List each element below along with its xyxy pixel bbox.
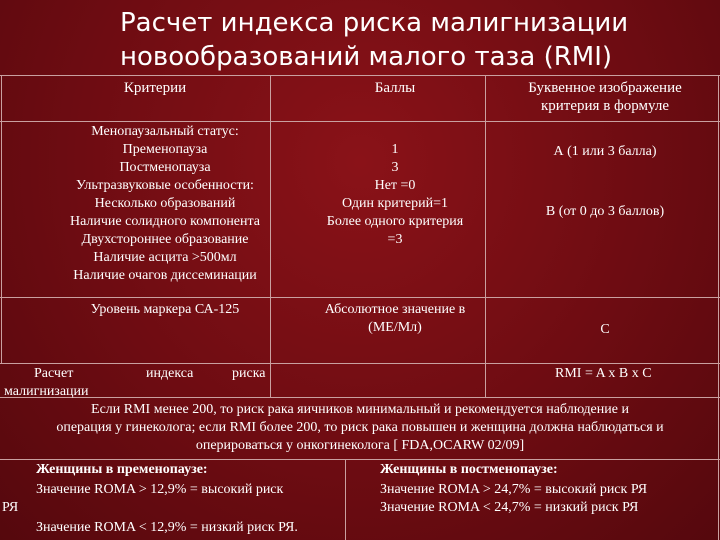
rmi-advice-line-1: Если RMI менее 200, то риск рака яичников минимальный и рекомендуется наблюдение и [91, 402, 629, 417]
roma-premenopause-high: Значение ROMA > 12,9% = высокий риск [36, 482, 284, 497]
rmi-calc-word-3: риска [232, 366, 266, 381]
points-list [270, 141, 520, 249]
roma-postmenopause-heading: Женщины в постменопаузе: [380, 462, 558, 477]
rmi-formula: RMI = A x B x C [555, 366, 652, 381]
rmi-calc-word-2: индекса [146, 366, 194, 381]
points-more-criteria: Более одного критерия [326, 214, 464, 229]
criteria-menopause-heading: Менопаузальный статус: [91, 124, 239, 139]
ca125-points [270, 301, 520, 337]
header-criteria: Критерии [123, 80, 187, 96]
roma-postmenopause-high: Значение ROMA > 24,7% = высокий риск РЯ [380, 482, 648, 497]
criteria-dissemination: Наличие очагов диссеминации [73, 268, 257, 283]
points-premenopause: 1 [391, 142, 399, 157]
points-more-criteria-value: =3 [387, 232, 403, 247]
header-divider [0, 121, 720, 122]
letter-a: А (1 или 3 балла) [553, 144, 657, 159]
letter-b: В (от 0 до 3 баллов) [545, 204, 665, 219]
rmi-calc-word-4: малигнизации [4, 384, 89, 399]
ca125-points-line-1: Абсолютное значение в [324, 302, 466, 317]
ca125-criterion: Уровень маркера СА-125 [90, 302, 240, 317]
ca125-row-divider [0, 363, 720, 364]
title-line-2: новообразований малого таза (RMI) [120, 42, 613, 72]
ca125-points-line-2: (МЕ/Мл) [368, 320, 422, 335]
criteria-solid-component: Наличие солидного компонента [69, 214, 261, 229]
points-postmenopause: 3 [391, 160, 399, 175]
rmi-calc-word-1: Расчет [34, 366, 74, 381]
roma-premenopause-high-suffix: РЯ [2, 500, 19, 515]
criteria-premenopause: Пременопауза [122, 142, 208, 157]
header-letter-line-2: критерия в формуле [540, 98, 669, 114]
slide-title [120, 6, 710, 74]
criteria-ascites: Наличие асцита >500мл [93, 250, 237, 265]
criteria-ultrasound-heading: Ультразвуковые особенности: [76, 178, 254, 193]
points-none: Нет =0 [374, 178, 416, 193]
title-line-1: Расчет индекса риска малигнизации [120, 8, 629, 38]
ultrasound-row-divider [0, 297, 720, 298]
roma-postmenopause-low: Значение ROMA < 24,7% = низкий риск РЯ [380, 500, 639, 515]
table-border-top [0, 75, 720, 76]
rmi-table [0, 75, 720, 540]
ca125-letter: С [600, 322, 610, 337]
rmi-advice [0, 401, 720, 455]
roma-premenopause-low: Значение ROMA < 12,9% = низкий риск РЯ. [36, 520, 298, 535]
roma-column-divider [345, 459, 346, 540]
criteria-multiple-lesions: Несколько образований [94, 196, 236, 211]
criteria-postmenopause: Постменопауза [119, 160, 211, 175]
rmi-advice-line-3: оперироваться у онкогинеколога [ FDA,OCARW 02/09] [195, 438, 525, 453]
roma-premenopause-heading: Женщины в пременопаузе: [36, 462, 208, 477]
rmi-row-divider [0, 397, 720, 398]
advice-row-divider [0, 459, 720, 460]
rmi-advice-line-2: операция у гинеколога; если RMI более 200, то риск рака повышен и женщина должна наблюдаться и [56, 420, 664, 435]
header-letter [485, 79, 720, 115]
header-points: Баллы [374, 80, 416, 96]
criteria-bilateral: Двухстороннее образование [81, 232, 249, 247]
header-letter-line-1: Буквенное изображение [528, 80, 682, 96]
points-one-criterion: Один критерий=1 [341, 196, 449, 211]
